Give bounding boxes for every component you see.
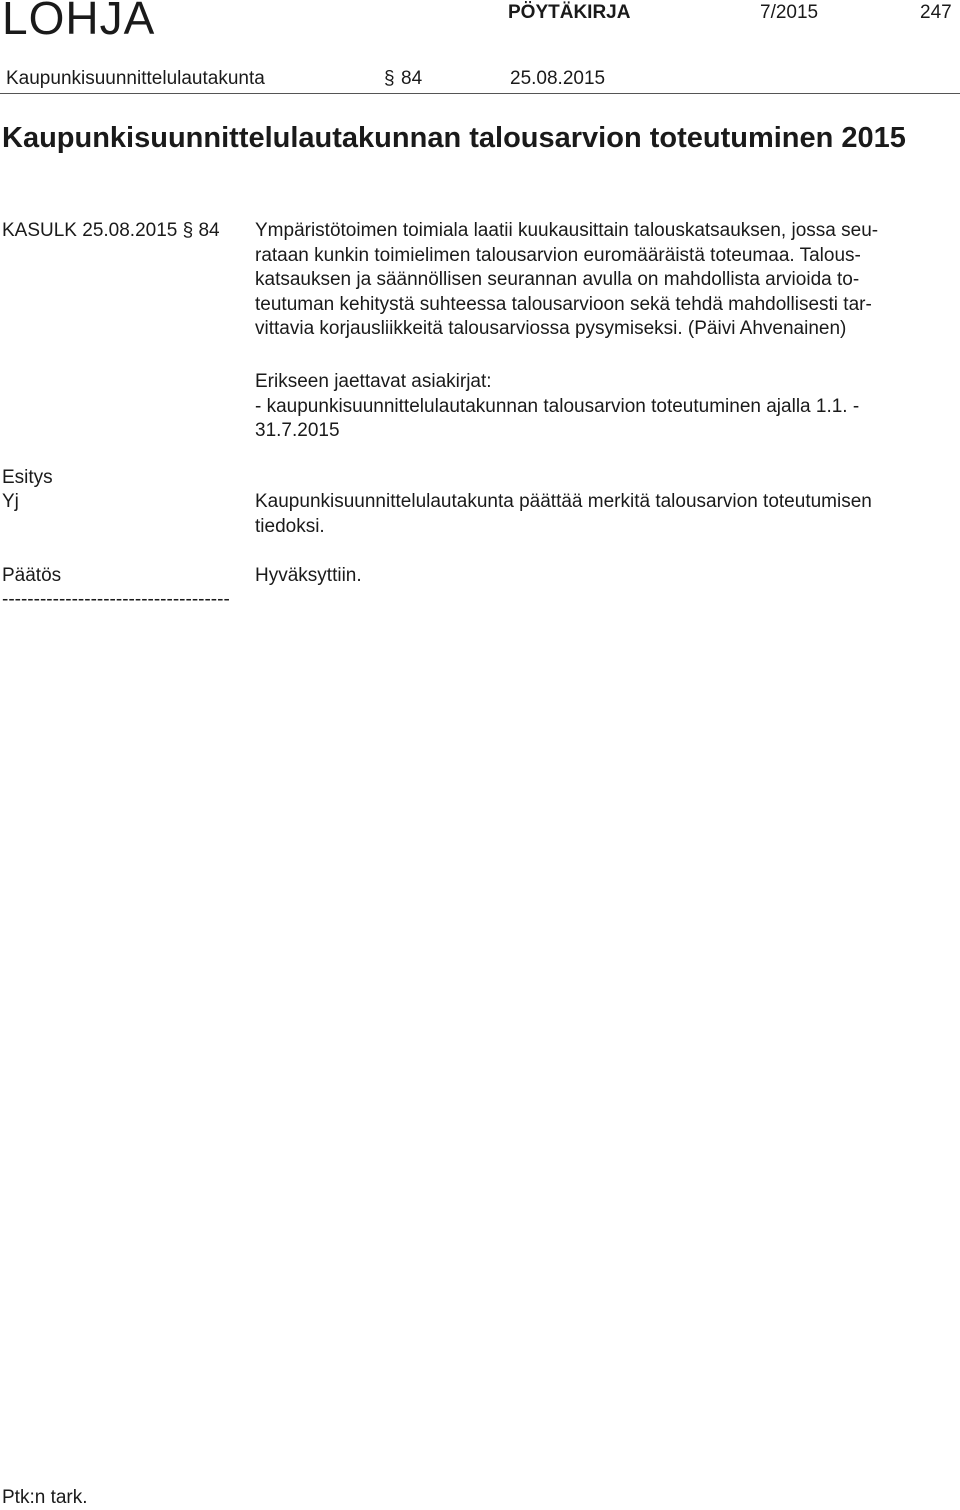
proposal-paragraph — [255, 490, 955, 539]
lohja-logo: LOHJA — [2, 0, 156, 44]
item-reference: KASULK 25.08.2015 § 84 — [2, 220, 220, 241]
header-divider — [0, 93, 960, 94]
description-paragraph — [255, 219, 955, 342]
committee-name: Kaupunkisuunnittelulautakunta — [6, 68, 265, 89]
presenter-label: Yj — [2, 491, 19, 512]
meeting-date: 25.08.2015 — [510, 68, 606, 89]
footer-check: Ptk:n tark. — [2, 1487, 88, 1508]
proposal-line: Kaupunkisuunnittelulautakunta päättää merkitä talousarvion toteutumisen — [255, 491, 872, 512]
decision-label: Päätös — [2, 565, 62, 586]
proposal-line: tiedoksi. — [255, 515, 325, 537]
separator-line: ------------------------------------ — [2, 589, 230, 610]
paragraph-line: Ympäristötoimen toimiala laatii kuukausittain talouskatsauksen, jossa seu- — [255, 220, 879, 241]
page-number: 247 — [920, 2, 952, 23]
paragraph-line: rataan kunkin toimielimen talousarvion euromääräistä toteumaa. Talous- — [255, 244, 861, 266]
proposal-label: Esitys — [2, 467, 53, 488]
attachments-line: 31.7.2015 — [255, 420, 340, 441]
section-mark: § — [384, 68, 395, 89]
document-number: 7/2015 — [760, 2, 819, 23]
paragraph-line: teutuman kehitystä suhteessa talousarvioon sekä tehdä mahdollisesti tar- — [255, 293, 872, 315]
page-title: Kaupunkisuunnittelulautakunnan talousarvion toteutuminen 2015 — [2, 122, 906, 154]
paragraph-line: vittavia korjausliikkeitä talousarviossa pysymiseksi. (Päivi Ahvenainen) — [255, 318, 847, 339]
attachments-line: - kaupunkisuunnittelulautakunnan talousarvion toteutuminen ajalla 1.1. - — [255, 395, 860, 417]
attachments-paragraph — [255, 370, 955, 444]
attachments-line: Erikseen jaettavat asiakirjat: — [255, 371, 492, 392]
paragraph-line: katsauksen ja säännöllisen seurannan avulla on mahdollista arvioida to- — [255, 269, 860, 290]
document-type: PÖYTÄKIRJA — [508, 2, 631, 23]
decision-text: Hyväksyttiin. — [255, 565, 362, 586]
section-number: 84 — [401, 68, 423, 89]
